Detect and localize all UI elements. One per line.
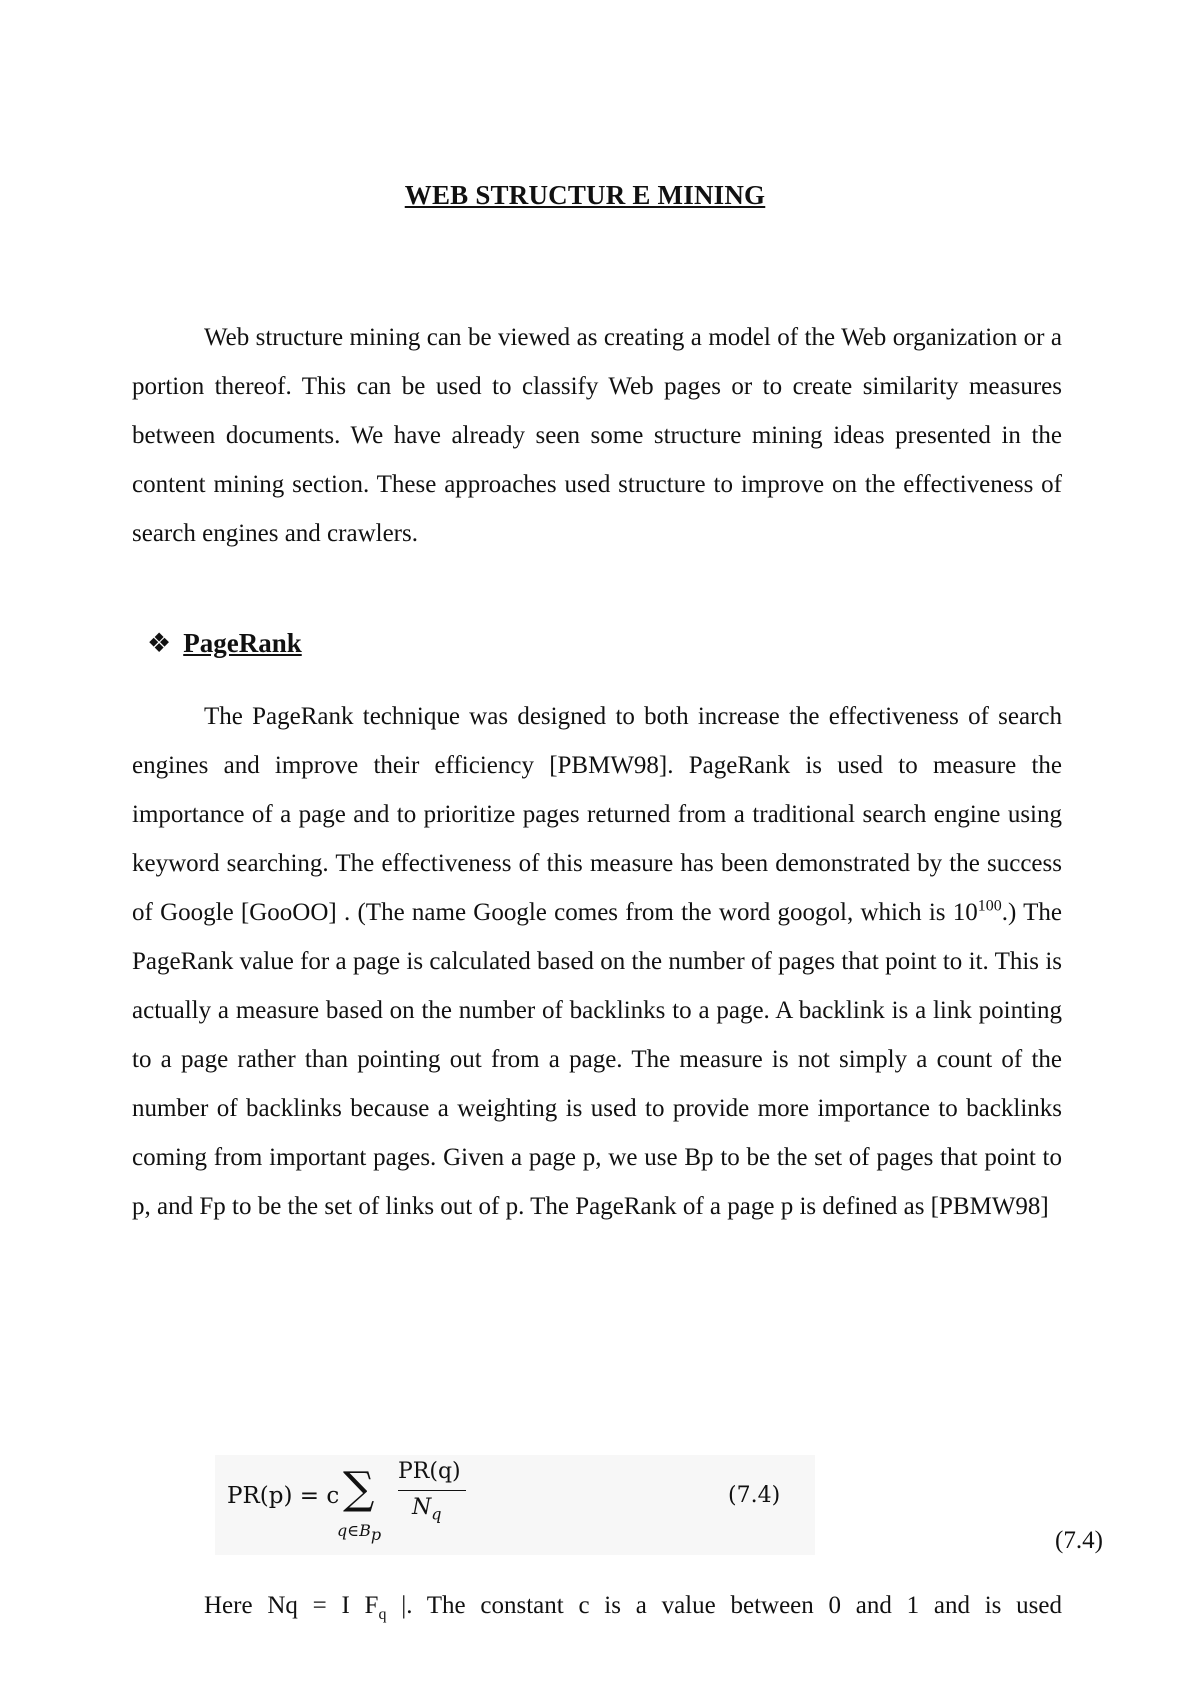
last-paragraph-line: [204, 1592, 1062, 1623]
section-heading-label: PageRank: [183, 628, 302, 658]
googol-exponent: 100: [977, 897, 1002, 915]
page-title: WEB STRUCTUR E MINING: [404, 180, 766, 210]
diamond-bullet-icon: ❖: [147, 628, 172, 658]
formula-lhs: PR(p) = c: [227, 1483, 340, 1509]
pagerank-paragraph: [132, 692, 1062, 1231]
equation-number: (7.4): [1055, 1527, 1103, 1554]
equation-number-inner: (7.4): [728, 1483, 781, 1508]
section-heading-pagerank: [147, 628, 302, 659]
denominator-text: N: [412, 1495, 432, 1520]
summation-icon: ∑: [343, 1463, 375, 1514]
denominator-sub: q: [431, 1504, 442, 1524]
pagerank-text-part1: The PageRank technique was designed to both increase the effectiveness of search engines and improve their efficiency [PBMW98]. PageRank is used to measure the importance of a page and to prioritize pages returned from a traditional search engine using keyword searching. The effectiveness of this measure has been demonstrated by the success of Google [GooOO] . (The name Google comes from the word googol, which is 10: [132, 703, 1062, 926]
fraction-bar: [398, 1490, 466, 1491]
formula-sum-index: [337, 1521, 382, 1545]
last-line-sub: q: [378, 1606, 387, 1623]
formula-numerator: PR(q): [398, 1459, 461, 1484]
last-line-part2: |. The constant c is a value between 0 and 1 and is used: [386, 1592, 1062, 1619]
intro-paragraph: Web structure mining can be viewed as creating a model of the Web organization or a portion thereof. This can be used to classify Web pages or to create similarity measures between documents. We have already seen some structure mining ideas presented in the content mining section. These approaches used structure to improve on the effectiveness of search engines and crawlers.: [132, 324, 1062, 547]
sum-index-text: q∈B: [337, 1521, 371, 1540]
sum-index-sub: p: [370, 1525, 382, 1545]
pagerank-text-part2: .) The PageRank value for a page is calculated based on the number of pages that point to it. This is actually a measure based on the number of backlinks to a page. A backlink is a link pointing to a page rather than pointing out from a page. The measure is not simply a count of the number of backlinks because a weighting is used to provide more importance to backlinks coming from important pages. Given a page p, we use Bp to be the set of pages that point to p, and Fp to be the set of links out of p. The PageRank of a page p is defined as [PBMW98]: [132, 899, 1062, 1220]
pagerank-formula-image: [215, 1455, 815, 1555]
last-line-part1: Here Nq = I F: [204, 1592, 379, 1619]
formula-denominator: [412, 1495, 442, 1524]
